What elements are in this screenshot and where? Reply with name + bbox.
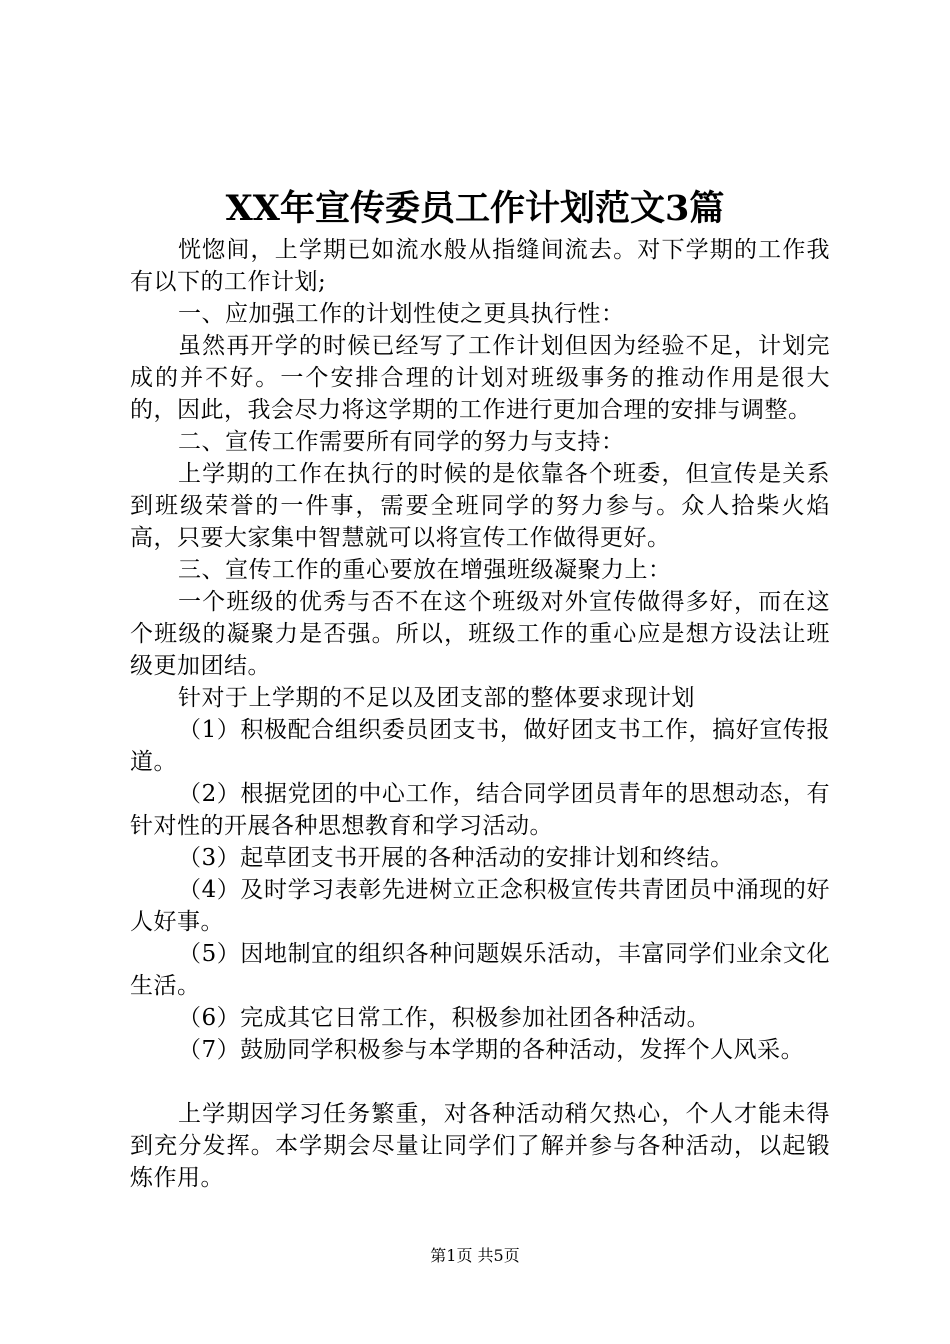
- paragraph-conclusion: 上学期因学习任务繁重，对各种活动稍欠热心，个人才能未得到充分发挥。本学期会尽量让同学们了解并参与各种活动，以起锻炼作用。: [130, 1101, 830, 1191]
- paragraph-section-2: 上学期的工作在执行的时候的是依靠各个班委，但宣传是关系到班级荣誉的一件事，需要全班同学的努力参与。众人拾柴火焰高，只要大家集中智慧就可以将宣传工作做得更好。: [130, 461, 830, 551]
- page-footer: 第1页 共5页: [430, 1246, 520, 1265]
- section-heading-3: 三、宣传工作的重心要放在增强班级凝聚力上：: [178, 557, 672, 583]
- paragraph-spacer: [130, 1066, 830, 1098]
- section-heading-2: 二、宣传工作需要所有同学的努力与支持：: [178, 429, 625, 455]
- paragraph-section-1: 虽然再开学的时候已经写了工作计划但因为经验不足，计划完成的并不好。一个安排合理的计划对班级事务的推动作用是很大的，因此，我会尽力将这学期的工作进行更加合理的安排与调整。: [130, 333, 830, 423]
- plan-item-7: （7）鼓励同学积极参与本学期的各种活动，发挥个人风采。: [178, 1037, 805, 1063]
- document-body: [130, 234, 830, 1194]
- paragraph-intro: 恍惚间，上学期已如流水般从指缝间流去。对下学期的工作我有以下的工作计划;: [130, 237, 830, 295]
- plan-intro: 针对于上学期的不足以及团支部的整体要求现计划: [178, 685, 695, 711]
- document-title: XX年宣传委员工作计划范文3篇: [225, 188, 725, 229]
- plan-item-2: （2）根据党团的中心工作，结合同学团员青年的思想动态，有针对性的开展各种思想教育和学习活动。: [130, 781, 830, 839]
- section-heading-1: 一、应加强工作的计划性使之更具执行性：: [178, 301, 625, 327]
- plan-item-4: （4）及时学习表彰先进树立正念积极宣传共青团员中涌现的好人好事。: [130, 877, 830, 935]
- paragraph-section-3: 一个班级的优秀与否不在这个班级对外宣传做得多好，而在这个班级的凝聚力是否强。所以，班级工作的重心应是想方设法让班级更加团结。: [130, 589, 830, 679]
- plan-item-3: （3）起草团支书开展的各种活动的安排计划和终结。: [178, 845, 734, 871]
- plan-item-6: （6）完成其它日常工作，积极参加社团各种活动。: [178, 1005, 711, 1031]
- plan-item-1: （1）积极配合组织委员团支书，做好团支书工作，搞好宣传报道。: [130, 717, 830, 775]
- plan-item-5: （5）因地制宜的组织各种问题娱乐活动，丰富同学们业余文化生活。: [130, 941, 830, 999]
